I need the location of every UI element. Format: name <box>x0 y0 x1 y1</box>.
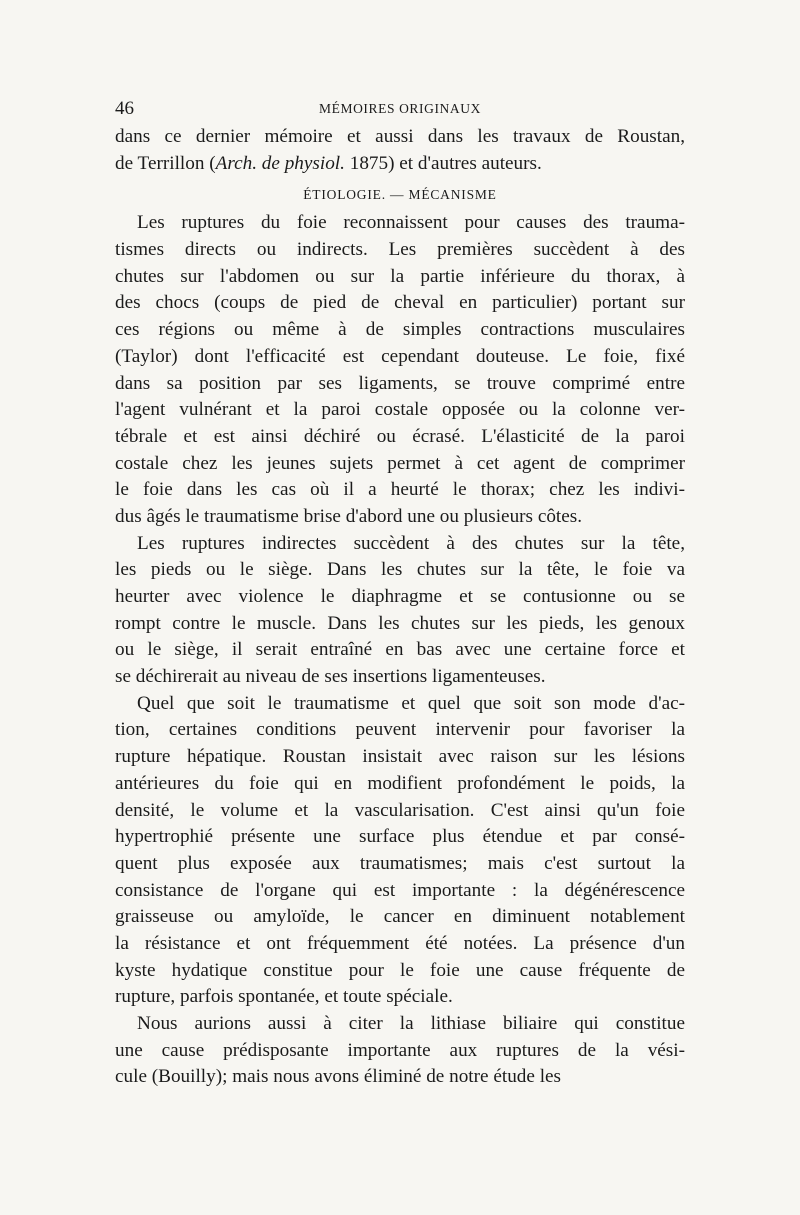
paragraph-4-line-3: cule (Bouilly); mais nous avons éliminé de notre étude les <box>115 1066 562 1088</box>
paragraphs <box>115 210 685 1091</box>
paragraph-1-line-12: dus âgés le traumatisme brise d'abord une ou plusieurs côtes. <box>115 505 583 527</box>
paragraph-1-line-5: ces régions ou même à de simples contractions musculaires <box>115 319 685 341</box>
intro-line-1: dans ce dernier mémoire et aussi dans les travaux de Roustan, <box>115 126 685 147</box>
paragraph-3-line-12: rupture, parfois spontanée, et toute spéciale. <box>115 986 453 1008</box>
paragraph-4-line-1: Nous aurions aussi à citer la lithiase biliaire qui constitue <box>137 1013 685 1034</box>
paragraph-3-line-5: densité, le volume et la vascularisation. C'est ainsi qu'un foie <box>115 799 685 821</box>
paragraph-2-line-5: ou le siège, il serait entraîné en bas avec une certaine force et <box>115 639 685 661</box>
paragraph-3-line-6: hypertrophié présente une surface plus étendue et par consé- <box>115 826 685 848</box>
paragraph-3-line-11: kyste hydatique constitue pour le foie une cause fréquente de <box>115 959 685 981</box>
paragraph-1-line-9: tébrale et est ainsi déchiré ou écrasé. L'élasticité de la paroi <box>115 425 685 447</box>
paragraph-1-line-11: le foie dans les cas où il a heurté le thorax; chez les indivi- <box>115 479 685 501</box>
page-number: 46 <box>115 98 134 119</box>
paragraph-4-line-2: une cause prédisposante importante aux ruptures de la vési- <box>115 1039 685 1061</box>
intro-line-2 <box>115 151 685 178</box>
paragraph-3-line-10: la résistance et ont fréquemment été notées. La présence d'un <box>115 932 685 954</box>
section-heading: ÉTIOLOGIE. — MÉCANISME <box>303 187 497 203</box>
paragraph-1-line-6: (Taylor) dont l'efficacité est cependant douteuse. Le foie, fixé <box>115 345 685 367</box>
intro-text-end: 1875) et d'autres auteurs. <box>344 152 542 174</box>
page-header <box>115 98 685 122</box>
paragraph-2-line-3: heurter avec violence le diaphragme et se contusionne ou se <box>115 586 685 607</box>
journal-citation: Arch. de physiol. <box>215 152 345 174</box>
paragraph-1-line-3: chutes sur l'abdomen ou sur la partie inférieure du thorax, à <box>115 265 685 287</box>
paragraph-3-line-4: antérieures du foie qui en modifient profondément le poids, la <box>115 772 685 794</box>
paragraph-1-line-10: costale chez les jeunes sujets permet à cet agent de comprimer <box>115 452 685 474</box>
paragraph-2-line-6: se déchirerait au niveau de ses insertions ligamenteuses. <box>115 666 546 688</box>
paragraph-1-line-4: des chocs (coups de pied de cheval en particulier) portant sur <box>115 292 685 314</box>
running-title: MÉMOIRES ORIGINAUX <box>319 101 481 116</box>
paragraph-3-line-1: Quel que soit le traumatisme et quel que soit son mode d'ac- <box>137 692 685 714</box>
paragraph-3-line-9: graisseuse ou amyloïde, le cancer en diminuent notablement <box>115 906 685 928</box>
paragraph-2-line-1: Les ruptures indirectes succèdent à des chutes sur la tête, <box>137 532 685 554</box>
paragraph-1-line-8: l'agent vulnérant et la paroi costale opposée ou la colonne ver- <box>115 399 685 421</box>
body-text <box>115 124 685 1091</box>
paragraph-1-line-2: tismes directs ou indirects. Les premières succèdent à des <box>115 239 685 261</box>
paragraph-1-line-1: Les ruptures du foie reconnaissent pour causes des trauma- <box>137 212 685 234</box>
paragraph-1-line-7: dans sa position par ses ligaments, se trouve comprimé entre <box>115 372 685 394</box>
paragraph-3-line-7: quent plus exposée aux traumatismes; mais c'est surtout la <box>115 852 685 874</box>
paragraph-3-line-2: tion, certaines conditions peuvent intervenir pour favoriser la <box>115 719 685 741</box>
intro-text: de Terrillon ( <box>115 152 216 174</box>
paragraph-2-line-2: les pieds ou le siège. Dans les chutes sur la tête, le foie va <box>115 559 685 581</box>
paragraph-3-line-8: consistance de l'organe qui est importante : la dégénérescence <box>115 879 685 901</box>
paragraph-3-line-3: rupture hépatique. Roustan insistait avec raison sur les lésions <box>115 746 685 768</box>
paragraph-2-line-4: rompt contre le muscle. Dans les chutes sur les pieds, les genoux <box>115 612 685 634</box>
